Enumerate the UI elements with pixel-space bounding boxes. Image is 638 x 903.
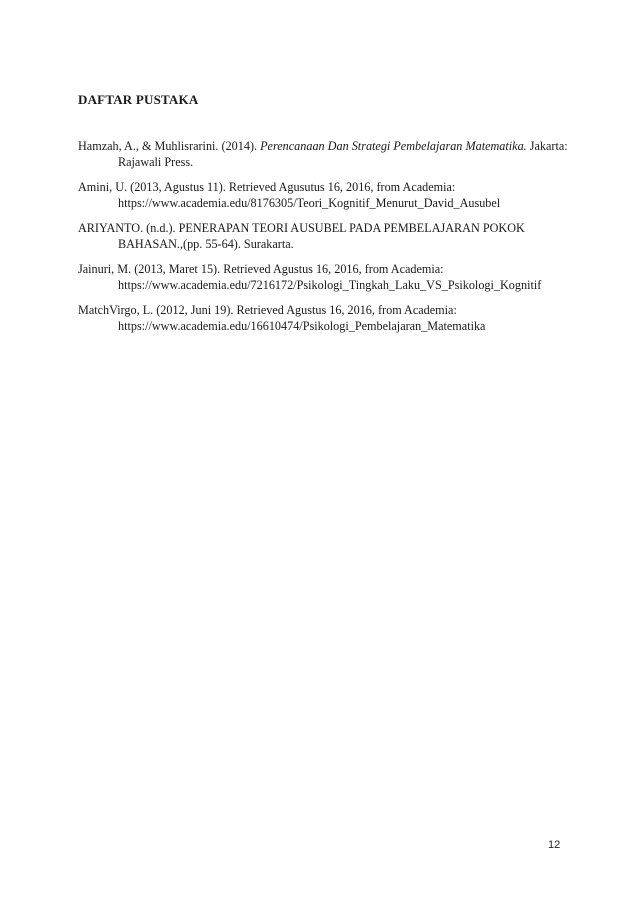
reference-item <box>78 138 578 170</box>
reference-first-line <box>78 138 578 154</box>
reference-item <box>78 302 578 334</box>
page-title: DAFTAR PUSTAKA <box>78 92 199 107</box>
reference-item <box>78 220 578 252</box>
reference-first-line: Amini, U. (2013, Agustus 11). Retrieved Agusutus 16, 2016, from Academia: <box>78 180 456 194</box>
reference-item <box>78 179 578 211</box>
page-number: 12 <box>548 839 561 851</box>
reference-first-line: Jainuri, M. (2013, Maret 15). Retrieved Agustus 16, 2016, from Academia: <box>78 262 444 276</box>
reference-continuation: BAHASAN.,(pp. 55-64). Surakarta. <box>118 237 294 251</box>
reference-publisher-city: Jakarta: <box>526 139 568 153</box>
reference-url: https://www.academia.edu/7216172/Psikologi_Tingkah_Laku_VS_Psikologi_Kognitif <box>118 278 542 292</box>
reference-author-year: Hamzah, A., & Muhlisrarini. (2014). <box>78 139 261 153</box>
reference-first-line: ARIYANTO. (n.d.). PENERAPAN TEORI AUSUBEL PADA PEMBELAJARAN POKOK <box>78 221 525 235</box>
reference-url: https://www.academia.edu/16610474/Psikologi_Pembelajaran_Matematika <box>118 319 486 333</box>
reference-continuation: Rajawali Press. <box>118 155 194 169</box>
reference-book-title: Perencanaan Dan Strategi Pembelajaran Matematika. <box>260 139 527 153</box>
reference-list <box>78 138 578 343</box>
reference-url: https://www.academia.edu/8176305/Teori_Kognitif_Menurut_David_Ausubel <box>118 196 501 210</box>
reference-item <box>78 261 578 293</box>
reference-first-line: MatchVirgo, L. (2012, Juni 19). Retrieved Agustus 16, 2016, from Academia: <box>78 303 457 317</box>
